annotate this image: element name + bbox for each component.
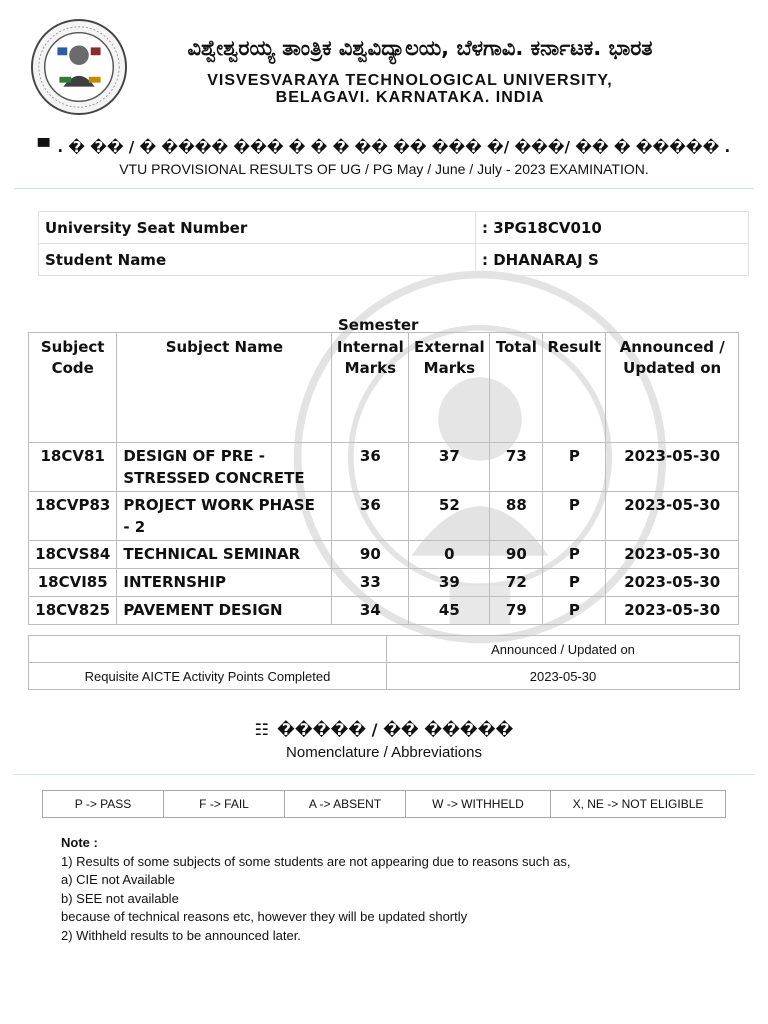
subject-name: INTERNSHIP (117, 569, 332, 597)
col-subject-code: Subject Code (29, 333, 117, 443)
aicte-activity-label: Requisite AICTE Activity Points Completed (29, 663, 387, 690)
university-title-english (130, 72, 690, 106)
external-marks: 0 (409, 541, 490, 569)
results-heading-english: VTU PROVISIONAL RESULTS OF UG / PG May / June / July - 2023 EXAMINATION. (119, 161, 649, 177)
nomenclature-heading-kannada-text: ����� / �� ����� (277, 720, 514, 739)
abbr-item: W -> WITHHELD (406, 791, 551, 818)
total-marks: 88 (490, 492, 543, 541)
aicte-activity-table (28, 635, 740, 690)
abbr-item: F -> FAIL (164, 791, 285, 818)
table-row (29, 597, 739, 625)
student-name-label: Student Name (39, 244, 476, 276)
divider (14, 774, 754, 775)
result-status: P (543, 597, 606, 625)
semester-label: Semester (338, 316, 419, 334)
aicte-header-empty (29, 636, 387, 663)
usn-value: : 3PG18CV010 (476, 212, 749, 244)
student-name-value: : DHANARAJ S (476, 244, 749, 276)
results-heading-kannada-text: . � �� / � ���� ��� � � � �� �� ��� �/ ���/ �� � ����� . (57, 138, 731, 156)
aicte-activity-date: 2023-05-30 (387, 663, 740, 690)
announced-date: 2023-05-30 (606, 569, 739, 597)
internal-marks: 36 (332, 443, 409, 492)
nomenclature-heading-kannada (0, 720, 768, 739)
external-marks: 39 (409, 569, 490, 597)
internal-marks: 34 (332, 597, 409, 625)
result-status: P (543, 541, 606, 569)
result-status: P (543, 443, 606, 492)
student-info-table (38, 211, 749, 276)
subject-name: DESIGN OF PRE - STRESSED CONCRETE (117, 443, 332, 492)
result-status: P (543, 569, 606, 597)
subject-code: 18CV825 (29, 597, 117, 625)
nomenclature-heading-english: Nomenclature / Abbreviations (286, 744, 482, 761)
external-marks: 37 (409, 443, 490, 492)
note-title: Note : (61, 835, 98, 850)
university-logo (30, 18, 128, 116)
internal-marks: 36 (332, 492, 409, 541)
usn-label: University Seat Number (39, 212, 476, 244)
divider (14, 188, 754, 189)
list-icon: ☷ (254, 720, 270, 739)
results-table (28, 332, 739, 625)
note-line: 2) Withheld results to be announced later. (61, 927, 301, 943)
col-external-marks: External Marks (409, 333, 490, 443)
monitor-icon: ▀ (37, 138, 50, 156)
aicte-announced-header: Announced / Updated on (387, 636, 740, 663)
note-line: a) CIE not Available (61, 872, 175, 888)
note-section (61, 834, 721, 946)
announced-date: 2023-05-30 (606, 492, 739, 541)
total-marks: 72 (490, 569, 543, 597)
total-marks: 79 (490, 597, 543, 625)
col-internal-marks: Internal Marks (332, 333, 409, 443)
announced-date: 2023-05-30 (606, 443, 739, 492)
student-name-row (39, 244, 749, 276)
external-marks: 52 (409, 492, 490, 541)
note-line: 1) Results of some subjects of some students are not appearing due to reasons such as, (61, 853, 571, 869)
abbr-item: A -> ABSENT (285, 791, 406, 818)
subject-name: PROJECT WORK PHASE - 2 (117, 492, 332, 541)
abbr-item: P -> PASS (43, 791, 164, 818)
col-result: Result (543, 333, 606, 443)
note-line: b) SEE not available (61, 890, 179, 906)
col-total: Total (490, 333, 543, 443)
results-heading-kannada (0, 138, 768, 156)
abbreviations-table (42, 790, 726, 818)
subject-name: PAVEMENT DESIGN (117, 597, 332, 625)
usn-row (39, 212, 749, 244)
internal-marks: 90 (332, 541, 409, 569)
subject-code: 18CV81 (29, 443, 117, 492)
table-row (29, 492, 739, 541)
table-row (29, 569, 739, 597)
col-announced: Announced / Updated on (606, 333, 739, 443)
total-marks: 73 (490, 443, 543, 492)
subject-name: TECHNICAL SEMINAR (117, 541, 332, 569)
abbr-item: X, NE -> NOT ELIGIBLE (551, 791, 726, 818)
internal-marks: 33 (332, 569, 409, 597)
table-row (29, 443, 739, 492)
total-marks: 90 (490, 541, 543, 569)
university-location-line: BELAGAVI. KARNATAKA. INDIA (275, 89, 545, 106)
university-title-kannada: ವಿಶ್ವೇಶ್ವರಯ್ಯ ತಾಂತ್ರಿಕ ವಿಶ್ವವಿದ್ಯಾಲಯ, ಬೆಳಗಾವಿ. ಕರ್ನಾಟಕ. ಭಾರತ (187, 36, 653, 60)
result-status: P (543, 492, 606, 541)
note-line: because of technical reasons etc, however they will be updated shortly (61, 909, 468, 925)
subject-code: 18CVI85 (29, 569, 117, 597)
announced-date: 2023-05-30 (606, 541, 739, 569)
announced-date: 2023-05-30 (606, 597, 739, 625)
subject-code: 18CVS84 (29, 541, 117, 569)
table-row (29, 541, 739, 569)
university-name-line: VISVESVARAYA TECHNOLOGICAL UNIVERSITY, (207, 72, 613, 89)
subject-code: 18CVP83 (29, 492, 117, 541)
external-marks: 45 (409, 597, 490, 625)
col-subject-name: Subject Name (117, 333, 332, 443)
page-header (0, 0, 768, 130)
